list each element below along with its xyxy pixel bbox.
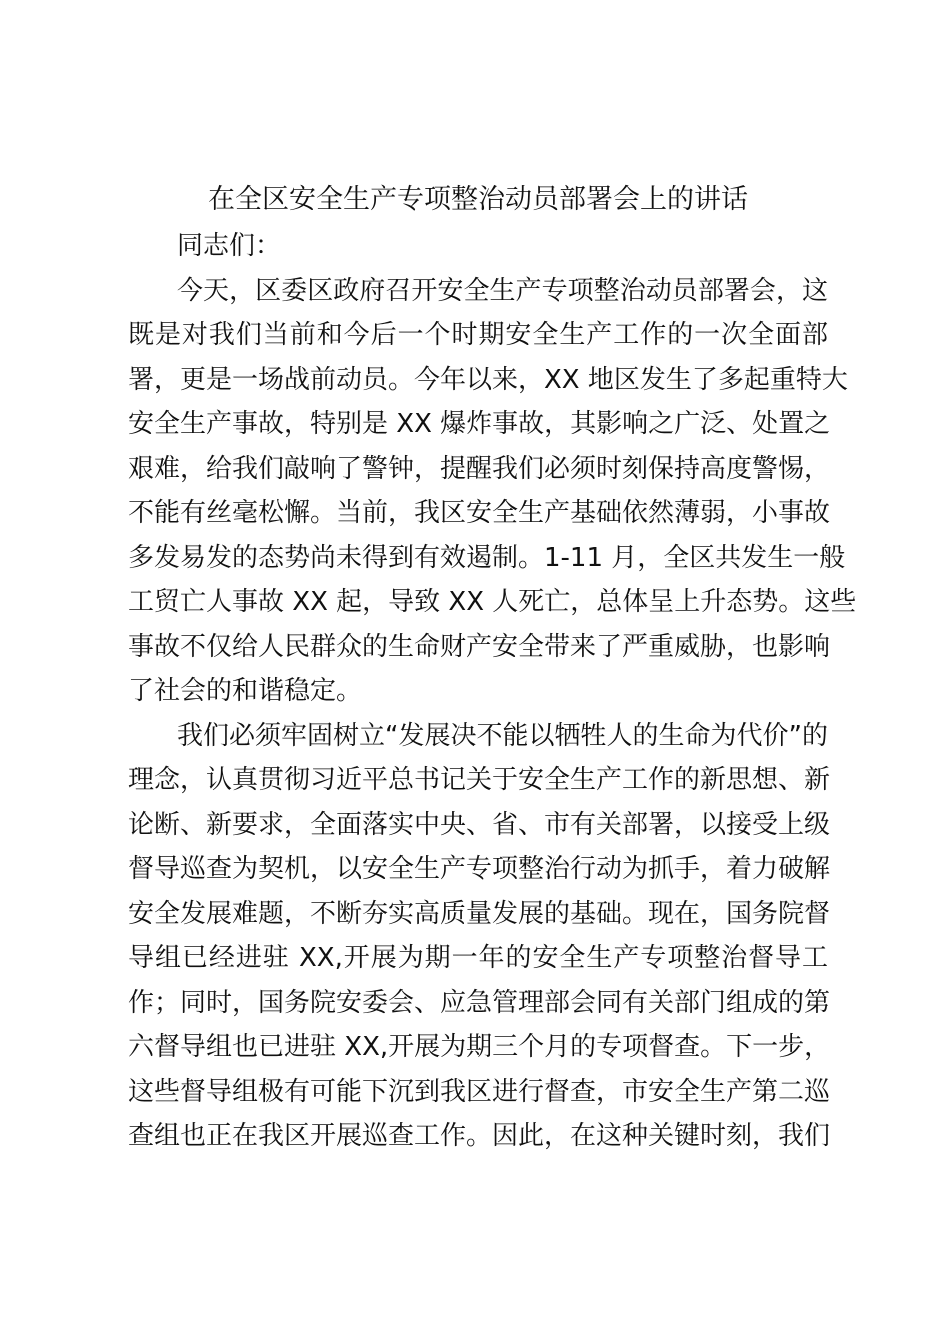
paragraph-line: 六督导组也已进驻 XX,开展为期三个月的专项督查。下一步， — [128, 1032, 831, 1062]
paragraph-line: 理念，认真贯彻习近平总书记关于安全生产工作的新思想、新 — [128, 765, 831, 795]
paragraph-line: 查组也正在我区开展巡查工作。因此，在这种关键时刻，我们 — [128, 1121, 831, 1151]
paragraph-line: 作；同时，国务院安委会、应急管理部会同有关部门组成的第 — [128, 988, 831, 1018]
paragraph-line: 我们必须牢固树立“发展决不能以牺牲人的生命为代价”的 — [177, 721, 828, 751]
paragraph-line: 导组已经进驻 XX,开展为期一年的安全生产专项整治督导工 — [128, 943, 828, 973]
paragraph-line: 督导巡查为契机，以安全生产专项整治行动为抓手，着力破解 — [128, 854, 831, 884]
paragraph-line: 了社会的和谐稳定。 — [128, 676, 363, 706]
paragraph-line: 署，更是一场战前动员。今年以来，XX 地区发生了多起重特大 — [128, 365, 848, 395]
paragraph-line: 工贸亡人事故 XX 起，导致 XX 人死亡，总体呈上升态势。这些 — [128, 587, 857, 617]
paragraph-line: 今天，区委区政府召开安全生产专项整治动员部署会，这 — [177, 276, 828, 306]
paragraph-line: 艰难，给我们敲响了警钟，提醒我们必须时刻保持高度警惕， — [128, 454, 831, 484]
paragraph-line: 不能有丝毫松懈。当前，我区安全生产基础依然薄弱，小事故 — [128, 498, 831, 528]
paragraph-line: 事故不仅给人民群众的生命财产安全带来了严重威胁，也影响 — [128, 632, 831, 662]
paragraph-line: 多发易发的态势尚未得到有效遏制。1-11 月，全区共发生一般 — [128, 543, 846, 573]
salutation: 同志们： — [177, 231, 282, 261]
paragraph-line: 安全生产事故，特别是 XX 爆炸事故，其影响之广泛、处置之 — [128, 409, 831, 439]
document-title: 在全区安全生产专项整治动员部署会上的讲话 — [208, 184, 748, 215]
paragraph-line: 论断、新要求，全面落实中央、省、市有关部署，以接受上级 — [128, 810, 831, 840]
paragraph-line: 这些督导组极有可能下沉到我区进行督查，市安全生产第二巡 — [128, 1077, 831, 1107]
paragraph-line: 既是对我们当前和今后一个时期安全生产工作的一次全面部 — [128, 320, 828, 350]
paragraph-line: 安全发展难题，不断夯实高质量发展的基础。现在，国务院督 — [128, 899, 831, 929]
